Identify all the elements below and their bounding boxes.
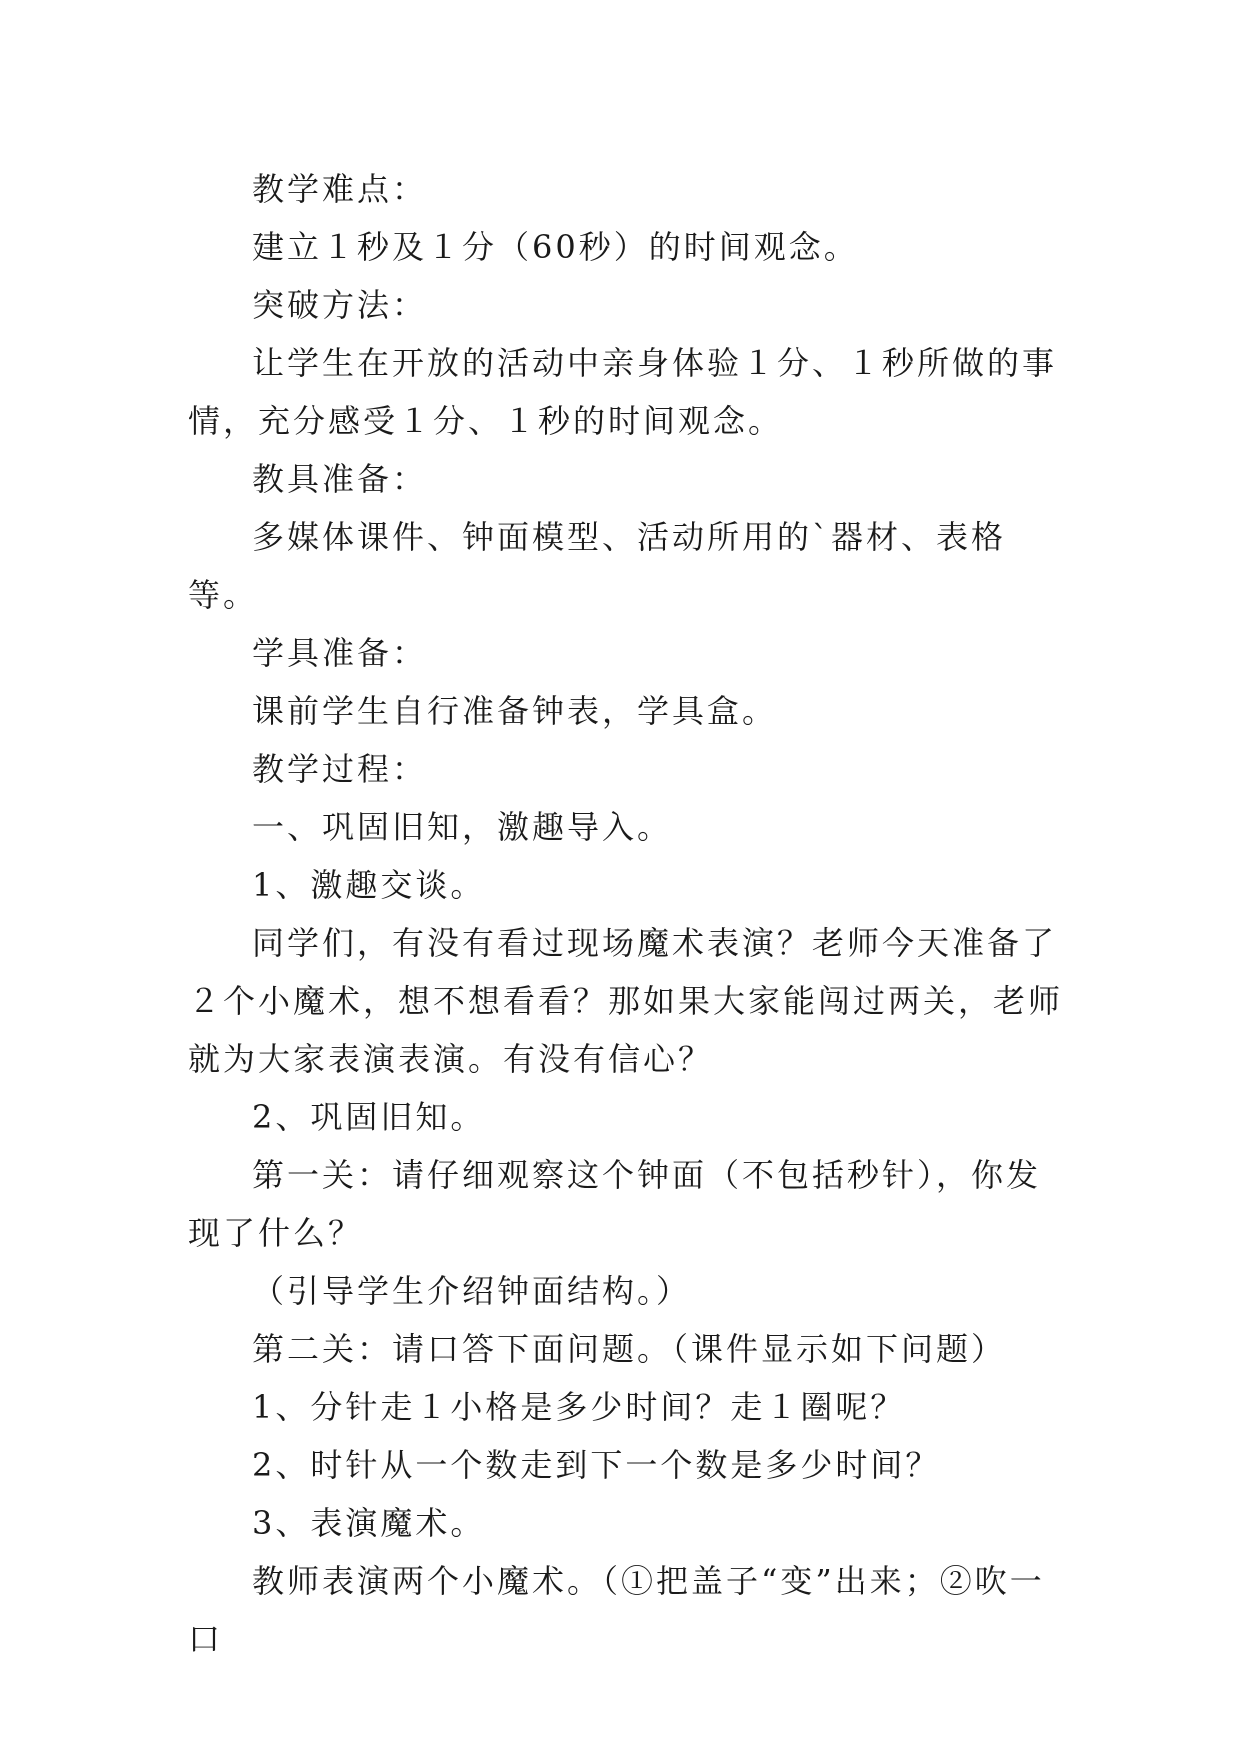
paragraph: 多媒体课件、钟面模型、活动所用的`器材、表格等。 <box>188 518 1007 614</box>
paragraph: 建立１秒及１分（60秒）的时间观念。 <box>252 228 859 266</box>
paragraph: 第一关：请仔细观察这个钟面（不包括秒针），你发现了什么？ <box>188 1156 1042 1252</box>
paragraph: 教师表演两个小魔术。（①把盖子“变”出来；②吹一口 <box>188 1562 1045 1658</box>
paragraph: 课前学生自行准备钟表，学具盒。 <box>252 692 778 730</box>
paragraph: 3、表演魔术。 <box>252 1504 486 1542</box>
paragraph: 教具准备： <box>252 460 428 498</box>
paragraph: 教学过程： <box>252 750 428 788</box>
paragraph: 教学难点： <box>252 170 428 208</box>
paragraph: 2、时针从一个数走到下一个数是多少时间？ <box>252 1446 941 1484</box>
paragraph: 一、巩固旧知，激趣导入。 <box>252 808 673 846</box>
document-body <box>188 160 1068 1668</box>
paragraph: 1、分针走１小格是多少时间？走１圈呢？ <box>252 1388 906 1426</box>
paragraph: 学具准备： <box>252 634 428 672</box>
paragraph: 2、巩固旧知。 <box>252 1098 486 1136</box>
paragraph: （引导学生介绍钟面结构。） <box>252 1272 692 1310</box>
paragraph: 突破方法： <box>252 286 428 324</box>
paragraph: 同学们，有没有看过现场魔术表演？老师今天准备了２个小魔术，想不想看看？那如果大家能闯过两关，老师就为大家表演表演。有没有信心？ <box>188 924 1064 1078</box>
paragraph: 1、激趣交谈。 <box>252 866 486 904</box>
paragraph: 第二关：请口答下面问题。（课件显示如下问题） <box>252 1330 1007 1368</box>
paragraph: 让学生在开放的活动中亲身体验１分、１秒所做的事情，充分感受１分、１秒的时间观念。 <box>188 344 1058 440</box>
